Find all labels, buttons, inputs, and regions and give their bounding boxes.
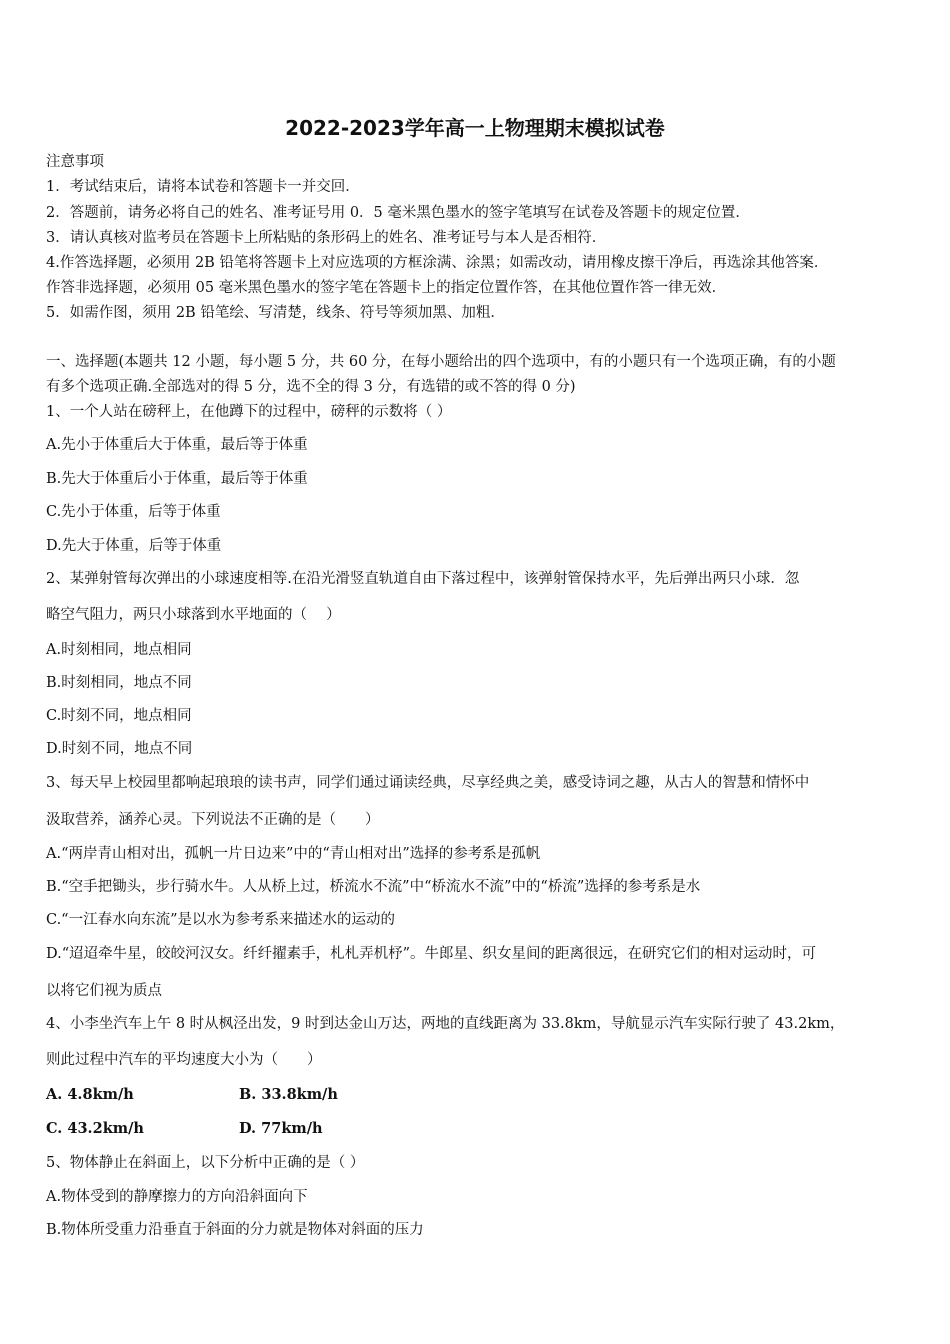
q2-stem-cont: 略空气阻力，两只小球落到水平地面的（ ） <box>46 607 341 623</box>
notice-item-4-cont: 作答非选择题，必须用 05 毫米黑色墨水的签字笔在答题卡上的指定位置作答，在其他位置作答一律无效． <box>46 280 727 296</box>
q5-stem: 5、物体静止在斜面上，以下分析中正确的是（ ） <box>46 1155 365 1171</box>
section-heading-cont: 有多个选项正确.全部选对的得 5 分，选不全的得 3 分，有选错的或不答的得 0 分) <box>46 379 576 395</box>
q4-option-a: A. 4.8km/h <box>46 1086 134 1103</box>
q3-option-d: D.“迢迢牵牛星，皎皎河汉女。纤纤擢素手，札札弄机杼”。牛郎星、织女星间的距离很远，在研究它们的相对运动时，可 <box>46 946 817 962</box>
q4-stem: 4、小李坐汽车上午 8 时从枫泾出发，9 时到达金山万达，两地的直线距离为 33.8km，导航显示汽车实际行驶了 43.2km， <box>46 1016 845 1032</box>
q2-option-d: D.时刻不同，地点不同 <box>46 741 193 757</box>
page-title: 2022-2023学年高一上物理期末模拟试卷 <box>285 116 665 140</box>
q3-option-b: B.“空手把锄头，步行骑水牛。人从桥上过，桥流水不流”中“桥流水不流”中的“桥流”选择的参考系是水 <box>46 879 701 895</box>
q2-option-c: C.时刻不同，地点相同 <box>46 708 192 724</box>
q2-stem: 2、某弹射管每次弹出的小球速度相等.在沿光滑竖直轨道自由下落过程中，该弹射管保持水平，先后弹出两只小球．忽 <box>46 571 800 587</box>
q3-option-c: C.“一江春水向东流”是以水为参考系来描述水的运动的 <box>46 912 396 928</box>
q3-stem-cont: 汲取营养，涵养心灵。下列说法不正确的是（ ） <box>46 812 380 828</box>
notice-item-2: 2．答题前，请务必将自己的姓名、准考证号用 0．5 毫米黑色墨水的签字笔填写在试卷及答题卡的规定位置． <box>46 205 750 221</box>
q4-option-c: C. 43.2km/h <box>46 1120 144 1137</box>
q3-option-a: A.“两岸青山相对出，孤帆一片日边来”中的“青山相对出”选择的参考系是孤帆 <box>46 846 541 862</box>
notice-item-3: 3．请认真核对监考员在答题卡上所粘贴的条形码上的姓名、准考证号与本人是否相符． <box>46 230 607 246</box>
notice-item-5: 5．如需作图，须用 2B 铅笔绘、写清楚，线条、符号等须加黑、加粗． <box>46 305 505 321</box>
q1-option-a: A.先小于体重后大于体重，最后等于体重 <box>46 437 308 453</box>
q5-option-a: A.物体受到的静摩擦力的方向沿斜面向下 <box>46 1189 308 1205</box>
q1-option-b: B.先大于体重后小于体重，最后等于体重 <box>46 471 308 487</box>
q3-stem: 3、每天早上校园里都响起琅琅的读书声，同学们通过诵读经典，尽享经典之美，感受诗词之趣，从古人的智慧和情怀中 <box>46 775 810 791</box>
notice-item-1: 1．考试结束后，请将本试卷和答题卡一并交回． <box>46 179 360 195</box>
q4-stem-cont: 则此过程中汽车的平均速度大小为（ ） <box>46 1052 322 1068</box>
q4-option-d: D. 77km/h <box>239 1120 323 1137</box>
q4-option-b: B. 33.8km/h <box>239 1086 338 1103</box>
section-heading: 一、选择题(本题共 12 小题，每小题 5 分，共 60 分，在每小题给出的四个选项中，有的小题只有一个选项正确，有的小题 <box>46 354 836 370</box>
q1-option-c: C.先小于体重，后等于体重 <box>46 504 221 520</box>
q5-option-b: B.物体所受重力沿垂直于斜面的分力就是物体对斜面的压力 <box>46 1222 424 1238</box>
notice-item-4: 4.作答选择题，必须用 2B 铅笔将答题卡上对应选项的方框涂满、涂黑；如需改动，请用橡皮擦干净后，再选涂其他答案． <box>46 255 829 271</box>
q2-option-a: A.时刻相同，地点相同 <box>46 642 192 658</box>
q3-option-d-cont: 以将它们视为质点 <box>46 983 162 999</box>
notice-heading: 注意事项 <box>46 154 104 170</box>
q1-stem: 1、一个人站在磅秤上，在他蹲下的过程中，磅秤的示数将（ ） <box>46 404 452 420</box>
q2-option-b: B.时刻相同，地点不同 <box>46 675 192 691</box>
q1-option-d: D.先大于体重，后等于体重 <box>46 538 222 554</box>
